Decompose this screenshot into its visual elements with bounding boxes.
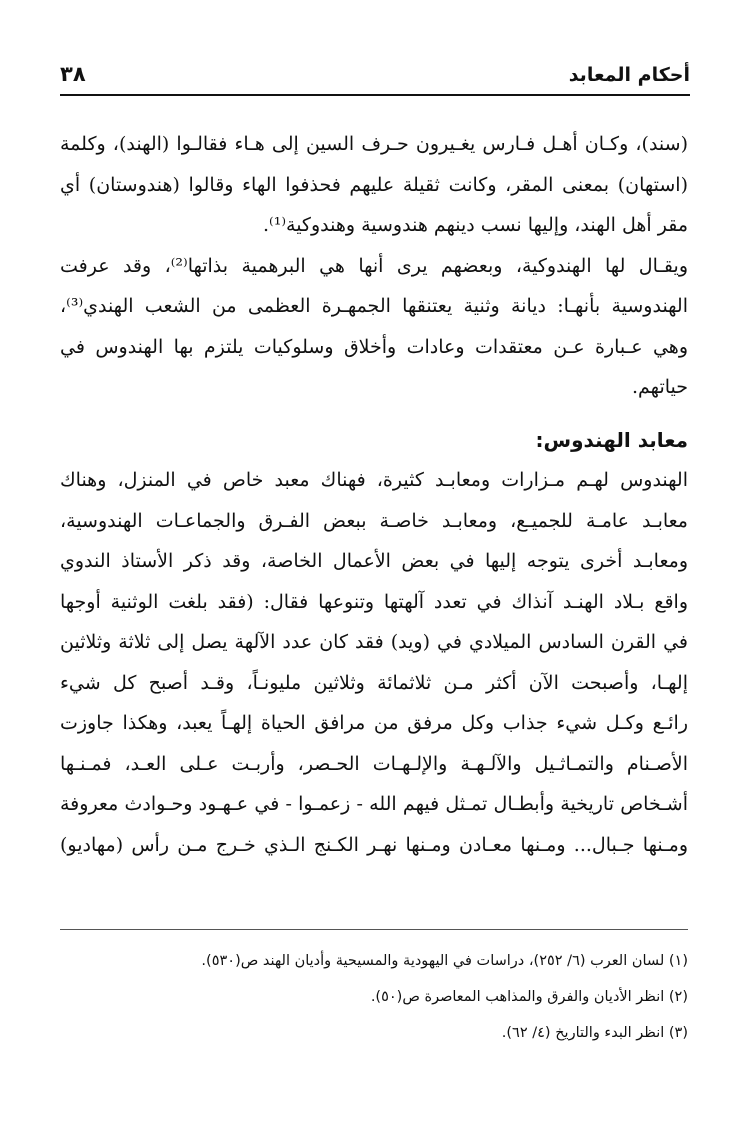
main-text — [60, 124, 688, 865]
footnote-2: (٢) انظر الأديان والفرق والمذاهب المعاصرة ص(٥٠). — [370, 989, 688, 1005]
text-line: وهي عـبارة عـن معتقدات وعادات وأخلاق وسلوكيات يلتزم بها الهندوس في — [60, 335, 688, 358]
footnotes — [60, 943, 688, 1051]
footnote-1: (١) لسان العرب (٦/ ٢٥٢)، دراسات في اليهودية والمسيحية وأديان الهند ص(٥٣٠). — [201, 953, 688, 969]
text-line: أشـخاص تاريخية وأبطـال تمـثل فيهم الله - زعمـوا - في عـهـود وحـوادث معروفة — [60, 793, 688, 815]
section-heading: معابد الهندوس: — [535, 427, 688, 452]
page-number: ٣٨ — [60, 62, 86, 86]
footnote-divider — [60, 929, 688, 930]
text-line: (سند)، وكـان أهـل فـارس يغـيرون حـرف السين إلى هـاء فقالـوا (الهند)، وكلمة — [60, 133, 688, 155]
text-line: (استهان) بمعنى المقر، وكانت ثقيلة عليهم فحذفوا الهاء وقالوا (هندوستان) أي — [60, 173, 688, 196]
text-line: الأصـنام والتمـاثـيل والآلـهـة والإلـهـات الحـصر، وأربـت عـلى العـد، فمـنـها — [60, 752, 688, 775]
running-title: أحكام المعابد — [568, 64, 690, 86]
footnote-3: (٣) انظر البدء والتاريخ (٤/ ٦٢). — [501, 1025, 688, 1041]
text-line: ومعابـد أخرى يتوجه إليها في بعض الأعمال الخاصة، وقد ذكر الأستاذ الندوي — [60, 550, 688, 572]
text-line: حياتهم. — [632, 376, 688, 398]
text-line: الهندوس لهـم مـزارات ومعابـد كثيرة، فهناك معبد خاص في المنزل، وهناك — [60, 469, 688, 491]
text-line: ومـنها جـبال... ومـنها معـادن ومـنها نهـر الكـنج الـذي خـرج مـن رأس (مهاديو) — [60, 833, 688, 856]
text-line: إلهـا، وأصبحت الآن أكثر مـن ثلاثمائة وثلاثين مليونـاً، وقـد أصبح كل شيء — [60, 671, 688, 694]
text-line: الهندوسية بأنهـا: ديانة وثنية يعتنقها الجمهـرة العظمى من الشعب الهندي⁽³⁾، — [60, 295, 688, 317]
text-line: مقر أهل الهند، وإليها نسب دينهم هندوسية وهندوكية⁽¹⁾. — [263, 214, 688, 236]
text-line: في القرن السادس الميلادي في (ويد) فقد كان عدد الآلهة يصل إلى ثلاثة وثلاثين — [60, 631, 688, 653]
text-line: ويقـال لها الهندوكية، وبعضهم يرى أنها هي البرهمية بذاتها⁽²⁾، وقد عرفت — [60, 254, 688, 277]
text-line: واقع بـلاد الهنـد آنذاك في تعدد آلهتها وتنوعها فقال: (فقد بلغت الوثنية أوجها — [60, 590, 688, 613]
page-header — [60, 58, 690, 96]
text-line: معابـد عامـة للجميـع، ومعابـد خاصـة ببعض الفـرق والجماعـات الهندوسية، — [60, 509, 688, 532]
text-line: رائـع وكـل شيء جذاب وكل مرفق من مرافق الحياة إلهـاً يعبد، وهكذا جاوزت — [60, 712, 688, 734]
